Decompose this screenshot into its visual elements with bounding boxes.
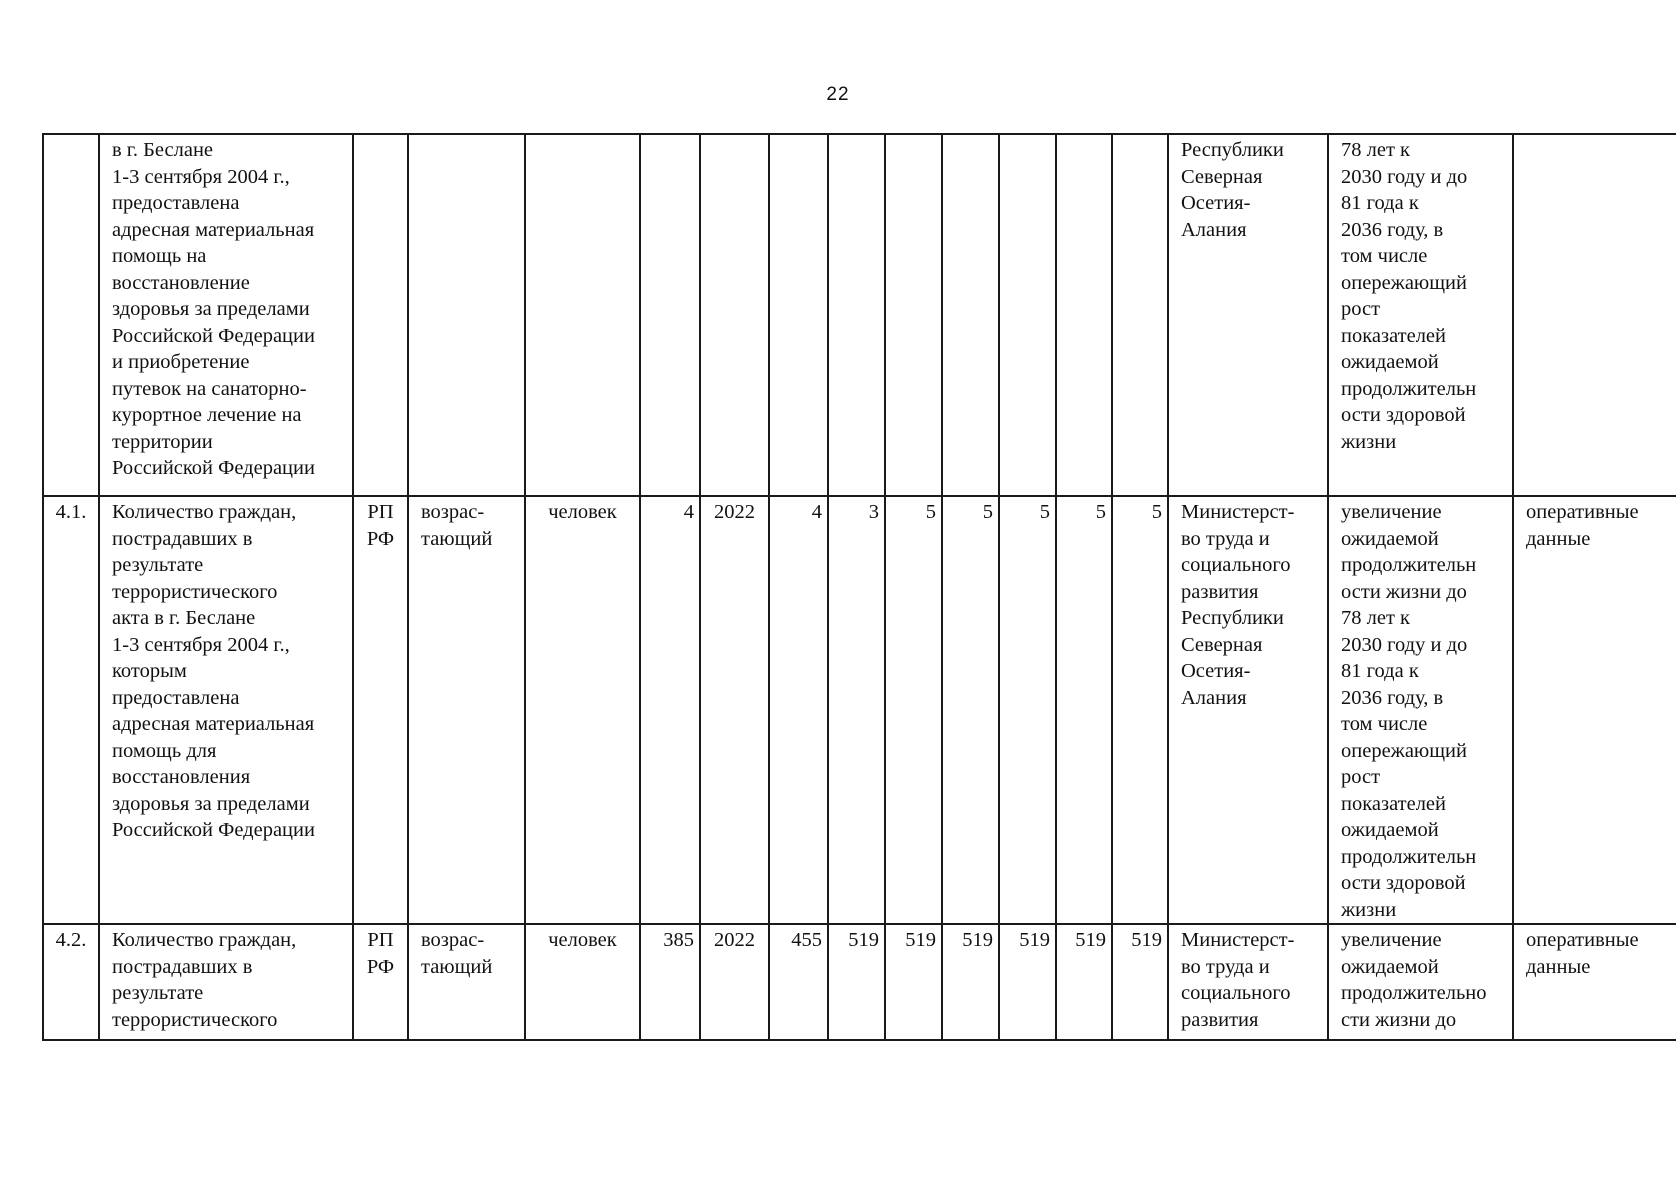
responsible-body: Министерст- во труда и социального развития Республики Северная Осетия- Алания [1168,496,1328,924]
value-cell [885,134,942,496]
indicator-trend [408,134,525,496]
table-row [43,134,1676,496]
value-cell: 5 [885,496,942,924]
indicator-level: РП РФ [353,924,408,1040]
indicator-name: в г. Беслане 1-3 сентября 2004 г., предоставлена адресная материальная помощь на восстановление здоровья за пределами Российской Федерации и приобретение путевок на санаторно- курортное лечение на территории Российской Федерации [99,134,353,496]
row-number: 4.2. [43,924,99,1040]
info-system: оперативные данные [1513,496,1676,924]
indicator-level [353,134,408,496]
responsible-body: Республики Северная Осетия- Алания [1168,134,1328,496]
value-cell: 5 [1056,496,1112,924]
value-cell [769,134,828,496]
unit: человек [525,496,640,924]
value-cell [828,134,885,496]
responsible-body: Министерст- во труда и социального развития [1168,924,1328,1040]
value-cell: 519 [1056,924,1112,1040]
value-cell [1112,134,1168,496]
page-number: 22 [826,84,850,105]
row-number [43,134,99,496]
value-cell: 519 [828,924,885,1040]
value-cell [1056,134,1112,496]
value-cell: 519 [942,924,999,1040]
base-value: 4 [640,496,700,924]
national-goal-link: увеличение ожидаемой продолжительно сти жизни до [1328,924,1513,1040]
base-year: 2022 [700,496,769,924]
indicator-name: Количество граждан, пострадавших в результате террористического [99,924,353,1040]
value-cell: 455 [769,924,828,1040]
unit [525,134,640,496]
value-cell: 4 [769,496,828,924]
table-row [43,924,1676,1040]
value-cell: 5 [1112,496,1168,924]
base-value: 385 [640,924,700,1040]
value-cell: 5 [942,496,999,924]
indicator-level: РП РФ [353,496,408,924]
row-number: 4.1. [43,496,99,924]
value-cell: 3 [828,496,885,924]
value-cell: 519 [885,924,942,1040]
indicator-name: Количество граждан, пострадавших в результате террористического акта в г. Беслане 1-3 сентября 2004 г., которым предоставлена адресная материальная помощь для восстановления здоровья за пределами Российской Федерации [99,496,353,924]
value-cell: 519 [999,924,1056,1040]
info-system [1513,134,1676,496]
value-cell [999,134,1056,496]
info-system: оперативные данные [1513,924,1676,1040]
table-row [43,496,1676,924]
base-value [640,134,700,496]
value-cell [942,134,999,496]
base-year: 2022 [700,924,769,1040]
national-goal-link: увеличение ожидаемой продолжительн ости жизни до 78 лет к 2030 году и до 81 года к 2036 году, в том числе опережающий рост показателей ожидаемой продолжительн ости здоровой жизни [1328,496,1513,924]
indicator-trend: возрас- тающий [408,924,525,1040]
indicator-trend: возрас- тающий [408,496,525,924]
unit: человек [525,924,640,1040]
value-cell: 519 [1112,924,1168,1040]
national-goal-link: 78 лет к 2030 году и до 81 года к 2036 году, в том числе опережающий рост показателей ожидаемой продолжительн ости здоровой жизни [1328,134,1513,496]
value-cell: 5 [999,496,1056,924]
indicators-table [42,133,1676,1041]
base-year [700,134,769,496]
